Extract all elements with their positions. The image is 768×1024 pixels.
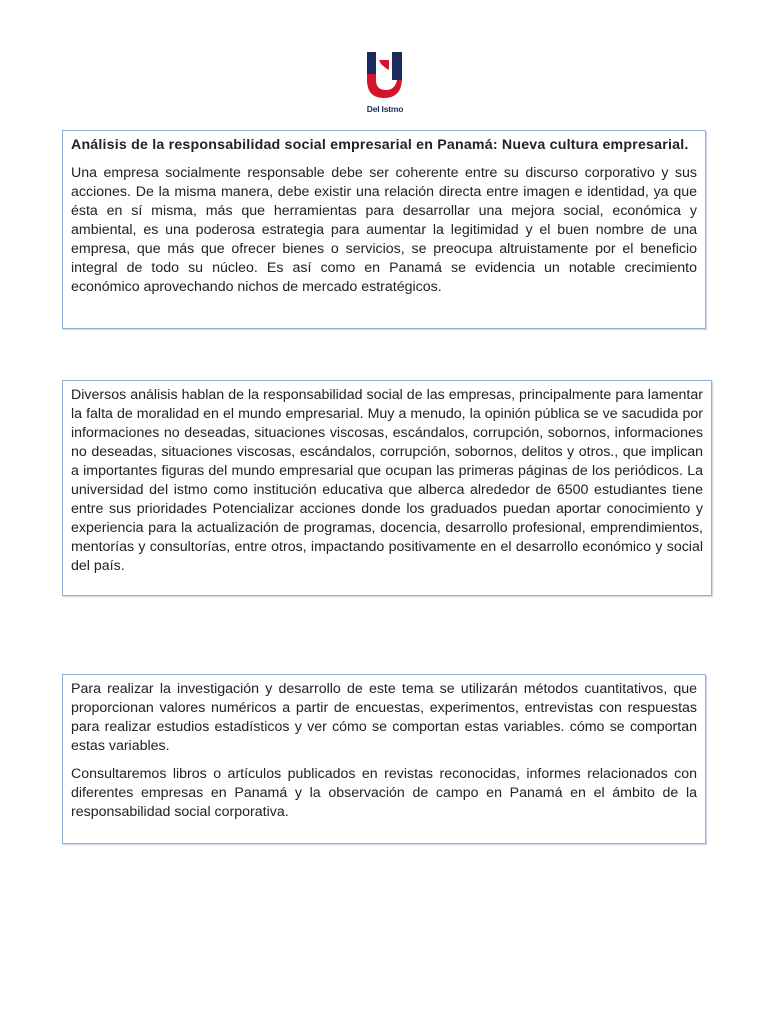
methodology-paragraph-1: Para realizar la investigación y desarrollo de este tema se utilizarán métodos cuantitativos, que proporcionan valores numéricos a partir de encuestas, experimentos, entrevistas con respuestas para realizar estudios estadísticos y ver cómo se comportan estas variables. cómo se comportan estas variables. — [71, 681, 697, 754]
section-analysis-paragraph: Diversos análisis hablan de la responsabilidad social de las empresas, principalmente para lamentar la falta de moralidad en el mundo empresarial. Muy a menudo, la opinión pública se ve sacudida por informaciones no deseadas, situaciones viscosas, escándalos, corrupción, sobornos, informaciones no deseadas, situaciones viscosas, escándalos, corrupción, sobornos, delitos y otros., que implican a importantes figuras del mundo empresarial que ocupan las primeras páginas de los periódicos. La universidad del istmo como institución educativa que alberca alrededor de 6500 estudiantes tiene entre sus prioridades Potencializar acciones donde los graduados puedan aportar conocimiento y experiencia para la actualización de programas, docencia, desarrollo profesional, emprendimientos, mentorías y consultorías, entre otros, impactando positivamente en el desarrollo económico y social del país. — [71, 387, 703, 574]
section-analysis-box — [62, 380, 712, 596]
section-intro-box — [62, 130, 706, 329]
methodology-paragraph-2: Consultaremos libros o artículos publicados en revistas reconocidas, informes relacionados con diferentes empresas en Panamá y la observación de campo en Panamá en el ámbito de la responsabilidad social corporativa. — [71, 766, 697, 820]
university-logo-icon — [359, 50, 411, 104]
section-title: Análisis de la responsabilidad social empresarial en Panamá: Nueva cultura empresarial. — [71, 137, 689, 153]
section-methodology-box — [62, 674, 706, 844]
logo-caption: Del Istmo — [366, 104, 404, 114]
university-logo — [359, 50, 411, 118]
section-intro-paragraph: Una empresa socialmente responsable debe ser coherente entre su discurso corporativo y sus acciones. De la misma manera, debe existir una relación directa entre imagen e identidad, ya que ésta en sí misma, más que herramientas para desarrollar una mejora social, económica y ambiental, es una poderosa estrategia para aumentar la legitimidad y el buen nombre de una empresa, que más que ofrecer bienes o servicios, se preocupa altruistamente por el beneficio integral de todo su núcleo. Es así como en Panamá se evidencia un notable crecimiento económico aprovechando nichos de mercado estratégicos. — [71, 165, 697, 295]
